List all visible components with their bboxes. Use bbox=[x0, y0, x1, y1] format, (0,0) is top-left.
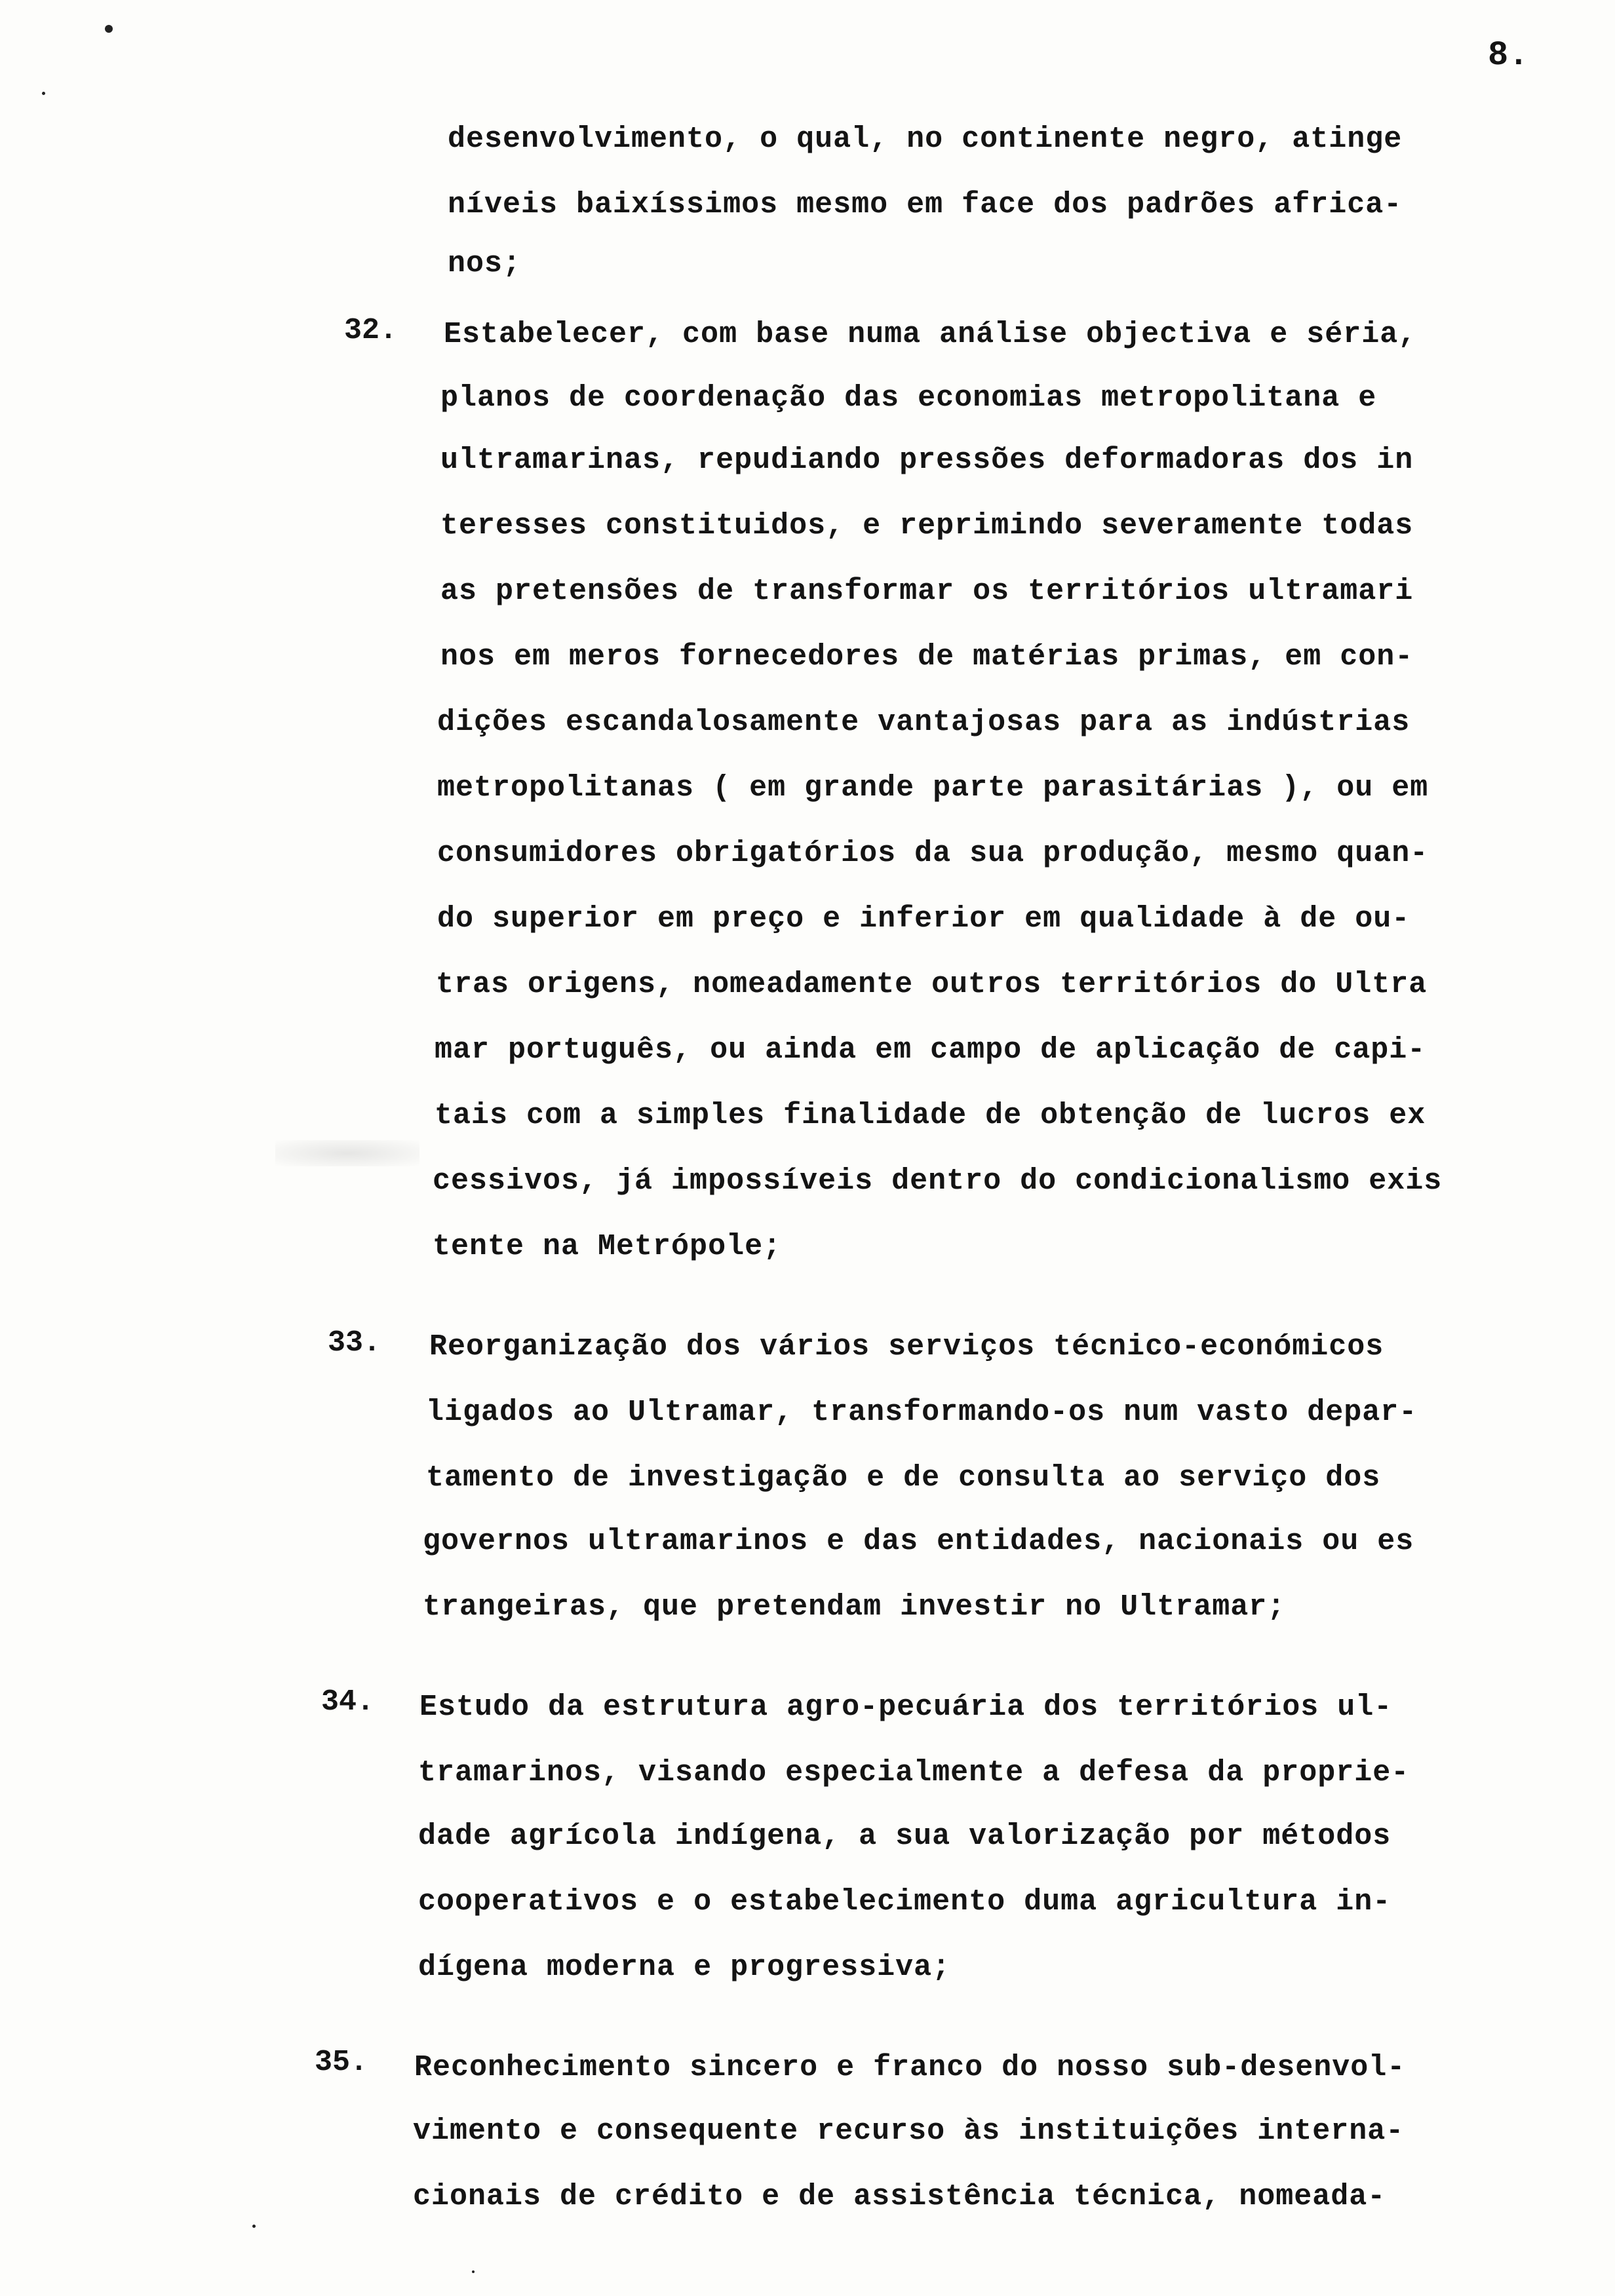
item-34-line: Estudo da estrutura agro-pecuária dos territórios ul- bbox=[419, 1691, 1393, 1724]
item-32-line: tais com a simples finalidade de obtenção de lucros ex bbox=[435, 1099, 1426, 1132]
item-32-line: dições escandalosamente vantajosas para as indústrias bbox=[437, 706, 1411, 739]
item-35-line: Reconhecimento sincero e franco do nosso sub-desenvol- bbox=[414, 2051, 1406, 2084]
item-33-line: tamento de investigação e de consulta ao serviço dos bbox=[426, 1461, 1381, 1495]
item-34-line: cooperativos e o estabelecimento duma agricultura in- bbox=[418, 1885, 1391, 1919]
ink-speck bbox=[105, 25, 113, 33]
item-number-32: 32. bbox=[344, 314, 398, 347]
item-32-line: Estabelecer, com base numa análise objectiva e séria, bbox=[444, 318, 1417, 351]
item-32-line: tente na Metrópole; bbox=[433, 1230, 782, 1263]
item-34-line: dígena moderna e progressiva; bbox=[418, 1951, 951, 1984]
item-number-35: 35. bbox=[315, 2046, 368, 2079]
item-32-line: planos de coordenação das economias metropolitana e bbox=[440, 381, 1377, 415]
item-32-line: consumidores obrigatórios da sua produção, mesmo quan- bbox=[437, 837, 1429, 870]
item-33-line: governos ultramarinos e das entidades, nacionais ou es bbox=[423, 1525, 1414, 1558]
intro-line: nos; bbox=[448, 247, 522, 280]
item-32-line: teresses constituidos, e reprimindo severamente todas bbox=[440, 509, 1414, 543]
item-33-line: Reorganização dos vários serviços técnico-económicos bbox=[429, 1330, 1384, 1364]
item-32-line: tras origens, nomeadamente outros territórios do Ultra bbox=[436, 968, 1428, 1001]
intro-line: níveis baixíssimos mesmo em face dos padrões africa- bbox=[448, 188, 1403, 221]
smudge bbox=[275, 1140, 419, 1166]
ink-speck bbox=[252, 2225, 256, 2228]
item-number-33: 33. bbox=[328, 1326, 381, 1360]
item-number-34: 34. bbox=[321, 1685, 375, 1719]
item-32-line: as pretensões de transformar os territórios ultramari bbox=[440, 575, 1414, 608]
intro-line: desenvolvimento, o qual, no continente negro, atinge bbox=[448, 123, 1403, 156]
item-35-line: cionais de crédito e de assistência técnica, nomeada- bbox=[413, 2180, 1386, 2213]
item-32-line: cessivos, já impossíveis dentro do condicionalismo exis bbox=[433, 1164, 1443, 1198]
item-32-line: metropolitanas ( em grande parte parasitárias ), ou em bbox=[437, 771, 1429, 805]
item-32-line: do superior em preço e inferior em qualidade à de ou- bbox=[437, 902, 1411, 936]
item-33-line: ligados ao Ultramar, transformando-os num vasto depar- bbox=[426, 1396, 1418, 1429]
ink-speck bbox=[472, 2270, 475, 2273]
item-34-line: tramarinos, visando especialmente a defesa da proprie- bbox=[418, 1756, 1410, 1789]
item-32-line: nos em meros fornecedores de matérias primas, em con- bbox=[440, 640, 1414, 674]
item-32-line: ultramarinas, repudiando pressões deformadoras dos in bbox=[440, 444, 1414, 477]
item-32-line: mar português, ou ainda em campo de aplicação de capi- bbox=[435, 1033, 1426, 1067]
page-number: 8. bbox=[1488, 36, 1529, 75]
ink-speck bbox=[42, 92, 45, 95]
item-33-line: trangeiras, que pretendam investir no Ultramar; bbox=[423, 1590, 1286, 1624]
item-34-line: dade agrícola indígena, a sua valorização por métodos bbox=[418, 1820, 1391, 1853]
item-35-line: vimento e consequente recurso às instituições interna- bbox=[413, 2114, 1405, 2148]
